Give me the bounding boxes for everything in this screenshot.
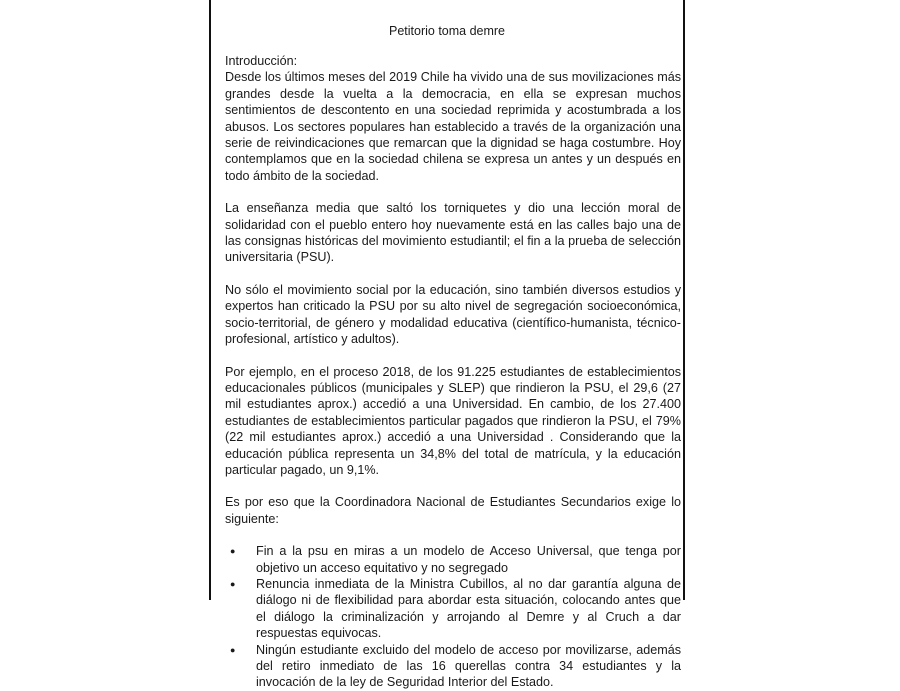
document-title: Petitorio toma demre xyxy=(388,24,506,38)
document-page xyxy=(209,0,685,690)
demand-item: ● Renuncia inmediata de la Ministra Cubillos, al no dar garantía alguna de diálogo ni de flexibilidad para abordar esta situación, colocando antes que el diálogo la criminalización y arrojando al Demre y al Cruch a dar respuestas equivocas. xyxy=(225,576,681,642)
paragraph-psu-criticism: No sólo el movimiento social por la educación, sino también diversos estudios y expertos han criticado la PSU por su alto nivel de segregación socioeconómica, socio-territorial, de género y modalidad educativa (científico-humanista, técnico-profesional, artístico y adultos). xyxy=(225,282,681,347)
demand-item: ● Ningún estudiante excluido del modelo de acceso por movilizarse, además del retiro inmediato de las 16 querellas contra 34 estudiantes y la invocación de la ley de Seguridad Interior del Estado. xyxy=(225,642,681,691)
paragraph-secondary-students: La enseñanza media que saltó los torniquetes y dio una lección moral de solidaridad con el pueblo entero hoy nuevamente está en las calles bajo una de las consignas históricas del movimiento estudiantil; el fin a la prueba de selección universitaria (PSU). xyxy=(225,201,681,265)
demands-list xyxy=(225,543,681,691)
document-body xyxy=(225,53,681,691)
paragraph-intro: Desde los últimos meses del 2019 Chile ha vivido una de sus movilizaciones más grandes desde la vuelta a la democracia, en ella se expresan muchos sentimientos de descontento en una sociedad reprimida y acostumbrada a los abusos. Los sectores populares han establecido a través de la organización una serie de reivindicaciones que remarcan que la dignidad se haga costumbre. Hoy contemplamos que en la sociedad chilena se expresa un antes y un después en todo ámbito de la sociedad. xyxy=(225,70,681,183)
demand-item: ● Fin a la psu en miras a un modelo de Acceso Universal, que tenga por objetivo un acceso equitativo y no segregado xyxy=(225,543,681,576)
intro-heading: Introducción: xyxy=(225,54,298,68)
paragraph-statistics: Por ejemplo, en el proceso 2018, de los 91.225 estudiantes de establecimientos educacionales públicos (municipales y SLEP) que rindieron la PSU, el 29,6 (27 mil estudiantes aprox.) accedió a una Universidad. En cambio, de los 27.400 estudiantes de establecimientos particular pagados que rindieron la PSU, el 79% (22 mil estudiantes aprox.) accedió a una Universidad . Considerando que la educación pública representa un 34,8% del total de matrícula, y la educación particular pagado, un 9,1%. xyxy=(225,364,681,477)
paragraph-demands-intro: Es por eso que la Coordinadora Nacional de Estudiantes Secundarios exige lo siguiente: xyxy=(225,495,681,526)
